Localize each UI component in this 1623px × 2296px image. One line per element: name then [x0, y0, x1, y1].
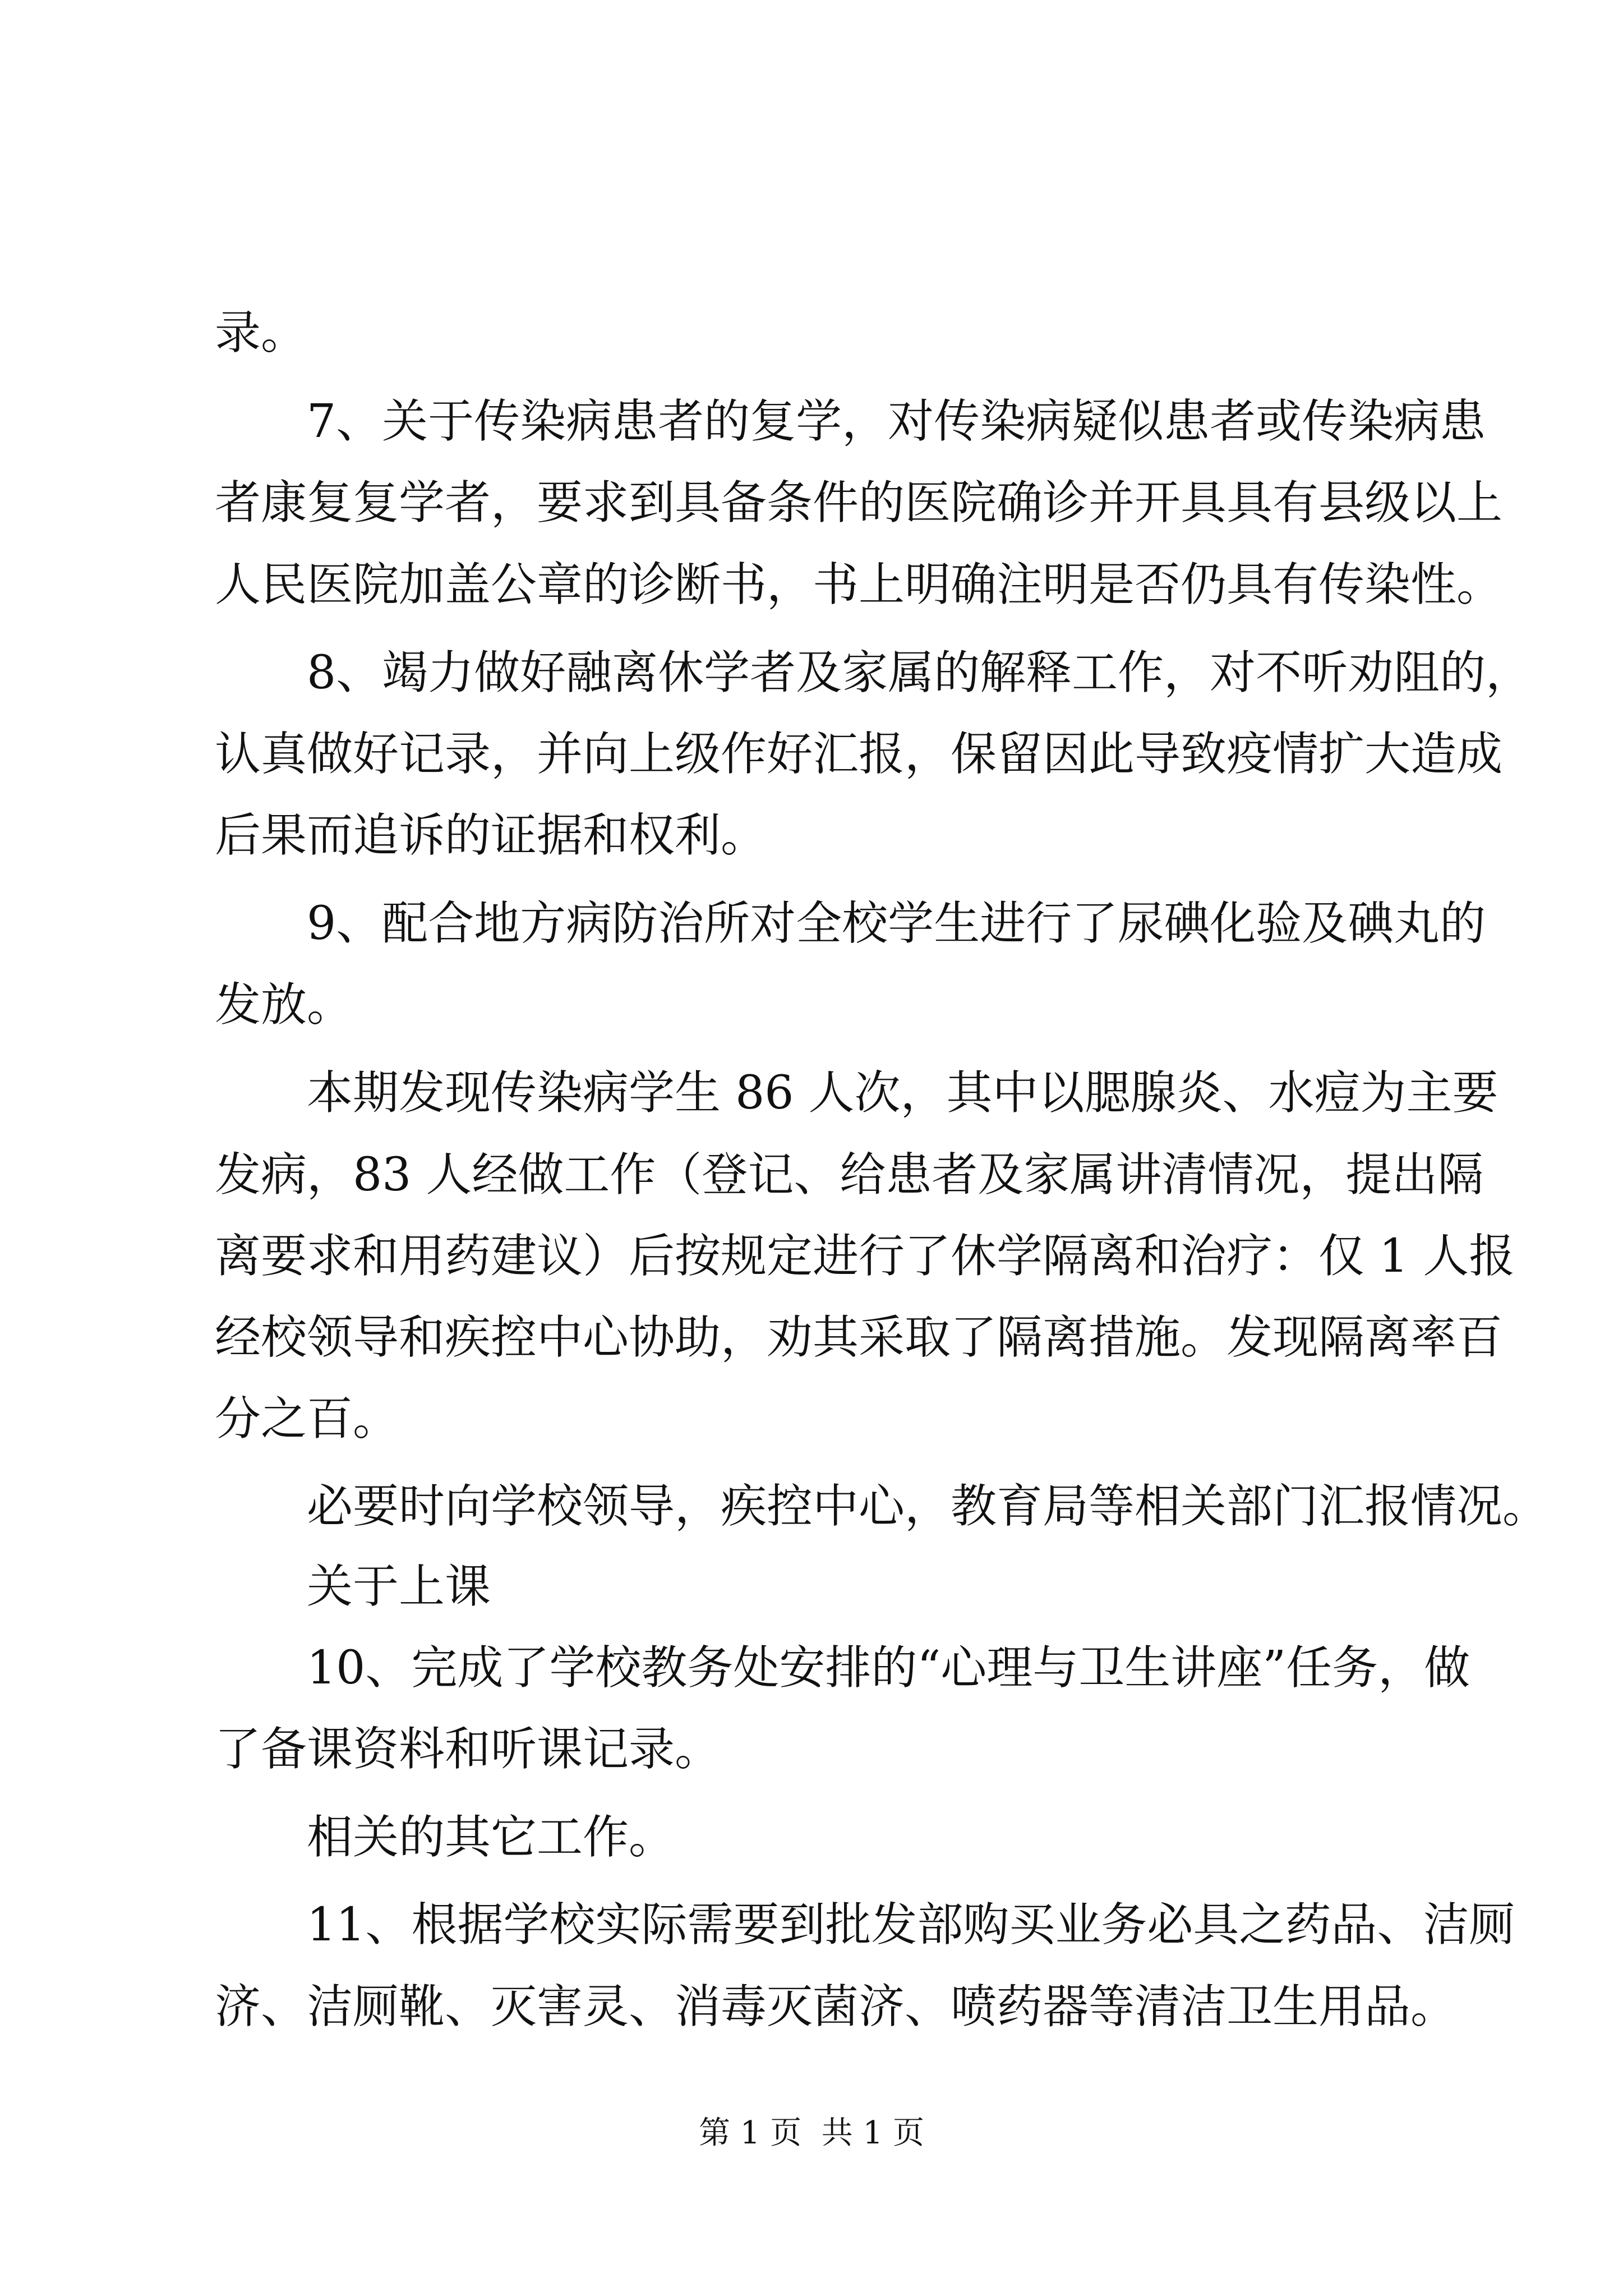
body-line: 者康复复学者，要求到具备条件的医院确诊并开具具有县级以上 [215, 476, 1503, 530]
paragraph-line: 8、竭力做好融离休学者及家属的解释工作，对不听劝阻的， [307, 646, 1532, 700]
paragraph-line: 必要时向学校领导，疾控中心，教育局等相关部门汇报情况。 [307, 1480, 1549, 1533]
body-line: 分之百。 [215, 1392, 399, 1446]
body-line: 录。 [215, 306, 307, 360]
body-line: 了备课资料和听课记录。 [215, 1723, 721, 1776]
paragraph-line: 11、根据学校实际需要到批发部购买业务必具之药品、洁厕 [307, 1898, 1515, 1952]
body-line: 离要求和用药建议）后按规定进行了休学隔离和治疗：仅 1 人报 [215, 1230, 1515, 1283]
paragraph-line: 10、完成了学校教务处安排的“心理与卫生讲座”任务，做 [307, 1641, 1470, 1695]
body-line: 人民医院加盖公章的诊断书，书上明确注明是否仍具有传染性。 [215, 558, 1503, 611]
body-line: 经校领导和疾控中心协助，劝其采取了隔离措施。发现隔离率百 [215, 1311, 1503, 1364]
body-line: 后果而追诉的证据和权利。 [215, 809, 767, 862]
body-line: 认真做好记录，并向上级作好汇报，保留因此导致疫情扩大造成 [215, 728, 1503, 781]
section-heading: 相关的其它工作。 [307, 1811, 675, 1864]
body-line: 发放。 [215, 978, 353, 1032]
paragraph-line: 本期发现传染病学生 86 人次，其中以腮腺炎、水痘为主要 [307, 1066, 1498, 1120]
body-line: 济、洁厕靴、灭害灵、消毒灭菌济、喷药器等清洁卫生用品。 [215, 1980, 1457, 2033]
paragraph-line: 9、配合地方病防治所对全校学生进行了尿碘化验及碘丸的 [307, 897, 1486, 950]
body-line: 发病，83 人经做工作（登记、给患者及家属讲清情况，提出隔 [215, 1148, 1484, 1202]
page-number-footer: 第 1 页 共 1 页 [698, 2115, 925, 2151]
section-heading: 关于上课 [307, 1560, 491, 1613]
paragraph-line: 7、关于传染病患者的复学，对传染病疑似患者或传染病患 [307, 395, 1486, 448]
